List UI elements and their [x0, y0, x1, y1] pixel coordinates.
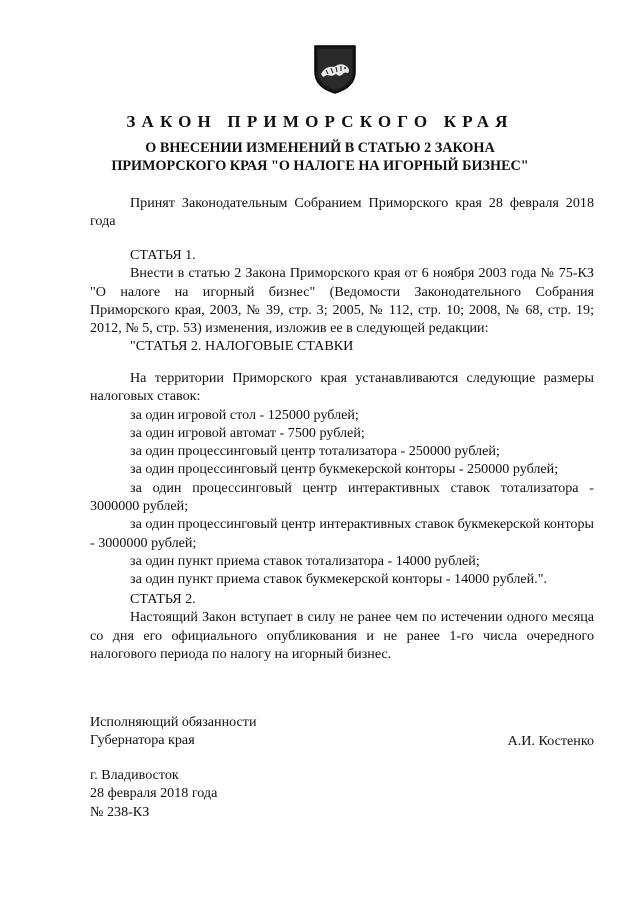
- article-2: [90, 590, 594, 663]
- rate-item: за один пункт приема ставок тотализатора - 14000 рублей;: [130, 552, 480, 569]
- article-1-heading: СТАТЬЯ 1.: [130, 247, 196, 263]
- rates-intro: На территории Приморского края устанавливаются следующие размеры налоговых ставок:: [90, 370, 594, 405]
- article-2-text: Настоящий Закон вступает в силу не ранее чем по истечении одного месяца со дня его официального опубликования и не ранее 1-го числа очередного налогового периода по налогу на игорный бизнес.: [90, 609, 594, 662]
- coat-of-arms-emblem: [312, 42, 358, 94]
- signing-date: 28 февраля 2018 года: [90, 785, 218, 802]
- law-number: № 238-КЗ: [90, 803, 150, 820]
- subtitle-line-1: О ВНЕСЕНИИ ИЗМЕНЕНИЙ В СТАТЬЮ 2 ЗАКОНА: [145, 140, 495, 156]
- signatory-name: А.И. Костенко: [507, 732, 594, 749]
- adoption-statement: Принят Законодательным Собранием Приморского края 28 февраля 2018 года: [90, 195, 594, 230]
- document-footer: [90, 766, 594, 821]
- city: г. Владивосток: [90, 767, 179, 783]
- article-1: [90, 246, 594, 356]
- law-title: ЗАКОН ПРИМОРСКОГО КРАЯ: [126, 112, 514, 131]
- law-subtitle: [60, 139, 580, 175]
- rate-item: за один пункт приема ставок букмекерской конторы - 14000 рублей.".: [130, 571, 547, 588]
- signature-block: [90, 713, 594, 750]
- rate-item: за один процессинговый центр букмекерской конторы - 250000 рублей;: [130, 461, 559, 478]
- tax-rates-section: [90, 369, 594, 589]
- signature-position-line-1: Исполняющий обязанности: [90, 714, 257, 730]
- rate-item: за один процессинговый центр интерактивных ставок тотализатора - 3000000 рублей;: [90, 479, 594, 515]
- signature-position-line-2: Губернатора края: [90, 732, 195, 749]
- rate-item: за один игровой стол - 125000 рублей;: [130, 406, 359, 423]
- article-1-text: Внести в статью 2 Закона Приморского края от 6 ноября 2003 года № 75-КЗ "О налоге на игорный бизнес" (Ведомости Законодательного Собрания Приморского края, 2003, № 39, стр. 3; 2005, № 112, стр. 10; 2008, № 68, стр. 19; 2012, № 5, стр. 53) изменения, изложив ее в следующей редакции:: [90, 265, 594, 337]
- article-2-heading: СТАТЬЯ 2.: [130, 591, 196, 607]
- article-2-quoted-heading: "СТАТЬЯ 2. НАЛОГОВЫЕ СТАВКИ: [130, 338, 354, 355]
- rate-item: за один игровой автомат - 7500 рублей;: [130, 424, 365, 441]
- rate-item: за один процессинговый центр интерактивных ставок букмекерской конторы - 3000000 рублей;: [90, 516, 594, 551]
- rate-item: за один процессинговый центр тотализатора - 250000 рублей;: [130, 443, 500, 460]
- subtitle-line-2: ПРИМОРСКОГО КРАЯ "О НАЛОГЕ НА ИГОРНЫЙ БИЗНЕС": [111, 158, 529, 174]
